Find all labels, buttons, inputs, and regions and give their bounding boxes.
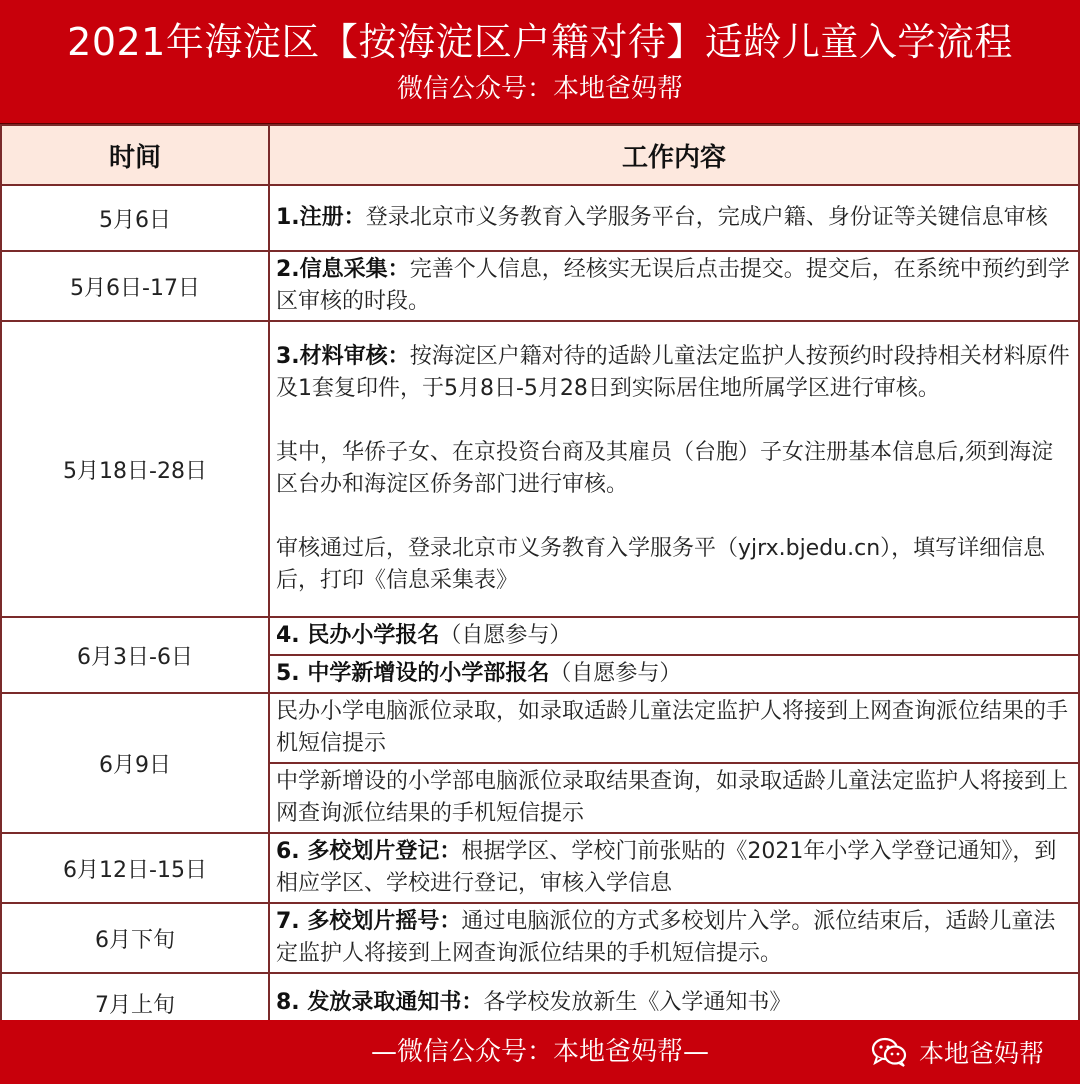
row-content bbox=[269, 321, 1079, 617]
paragraph bbox=[276, 341, 1072, 405]
paragraph-gap bbox=[276, 501, 1072, 533]
column-header-time: 时间 bbox=[1, 125, 269, 185]
row-time: 5月6日-17日 bbox=[1, 251, 269, 321]
row-time: 7月上旬 bbox=[1, 973, 269, 1033]
title-banner bbox=[0, 0, 1080, 125]
step-label: 1.注册 bbox=[276, 205, 344, 230]
step-separator: ： bbox=[461, 990, 484, 1015]
step-label: 3.材料审核 bbox=[276, 344, 388, 369]
step-separator: ： bbox=[439, 839, 462, 864]
table-row bbox=[1, 617, 1079, 655]
column-header-content: 工作内容 bbox=[269, 125, 1079, 185]
step-label: 4. 民办小学报名 bbox=[276, 623, 440, 648]
step-separator: ： bbox=[387, 344, 410, 369]
step-text: （自愿参与） bbox=[549, 661, 682, 686]
page-subtitle: 微信公众号：本地爸妈帮 bbox=[396, 74, 683, 104]
row-content bbox=[269, 617, 1079, 655]
table-row bbox=[1, 903, 1079, 973]
step-text: 登录北京市义务教育入学服务平台，完成户籍、身份证等关键信息审核 bbox=[365, 205, 1048, 230]
step-label: 5. 中学新增设的小学部报名 bbox=[276, 661, 550, 686]
footer-text: —微信公众号：本地爸妈帮— bbox=[370, 1037, 709, 1067]
paragraph: 审核通过后，登录北京市义务教育入学服务平（yjrx.bjedu.cn），填写详细信息后，打印《信息采集表》 bbox=[276, 536, 1046, 593]
row-content bbox=[269, 655, 1079, 693]
step-separator: ： bbox=[387, 257, 410, 282]
table-header-row bbox=[1, 125, 1079, 185]
step-text: 根据学区、学校门前张贴的《2021年小学入学登记通知》，到相应学区、学校进行登记，审核入学信息 bbox=[276, 839, 1057, 896]
step-text: 完善个人信息，经核实无误后点击提交。提交后，在系统中预约到学区审核的时段。 bbox=[276, 257, 1070, 314]
row-time: 6月下旬 bbox=[1, 903, 269, 973]
row-time: 6月12日-15日 bbox=[1, 833, 269, 903]
step-separator: ： bbox=[343, 205, 366, 230]
table-row bbox=[1, 321, 1079, 617]
table-row bbox=[1, 185, 1079, 251]
table-row bbox=[1, 693, 1079, 763]
step-label: 6. 多校划片登记 bbox=[276, 839, 440, 864]
step-label: 2.信息采集 bbox=[276, 257, 388, 282]
row-time: 6月9日 bbox=[1, 693, 269, 833]
step-label: 8. 发放录取通知书 bbox=[276, 990, 462, 1015]
paragraph: 其中，华侨子女、在京投资台商及其雇员（台胞）子女注册基本信息后,须到海淀区台办和海淀区侨务部门进行审核。 bbox=[276, 440, 1053, 497]
step-separator: ： bbox=[439, 909, 462, 934]
watermark-text: 本地爸妈帮 bbox=[918, 1039, 1044, 1068]
row-content bbox=[269, 185, 1079, 251]
row-time: 6月3日-6日 bbox=[1, 617, 269, 693]
row-content bbox=[269, 251, 1079, 321]
watermark bbox=[871, 1034, 1044, 1070]
row-time: 5月18日-28日 bbox=[1, 321, 269, 617]
footer-banner bbox=[0, 1020, 1080, 1084]
step-text: （自愿参与） bbox=[439, 623, 572, 648]
table-row bbox=[1, 833, 1079, 903]
step-text: 按海淀区户籍对待的适龄儿童法定监护人按预约时段持相关材料原件及1套复印件，于5月8日-5月28日到实际居住地所属学区进行审核。 bbox=[276, 344, 1070, 401]
row-content bbox=[269, 903, 1079, 973]
row-content bbox=[269, 833, 1079, 903]
step-text: 通过电脑派位的方式多校划片入学。派位结束后，适龄儿童法定监护人将接到上网查询派位结果的手机短信提示。 bbox=[276, 909, 1056, 966]
row-time: 5月6日 bbox=[1, 185, 269, 251]
row-content: 民办小学电脑派位录取，如录取适龄儿童法定监护人将接到上网查询派位结果的手机短信提示 bbox=[269, 693, 1079, 763]
paragraph-gap bbox=[276, 405, 1072, 437]
page-title: 2021年海淀区【按海淀区户籍对待】适龄儿童入学流程 bbox=[67, 20, 1013, 64]
schedule-table bbox=[0, 124, 1080, 1034]
wechat-icon bbox=[871, 1036, 909, 1068]
table-row bbox=[1, 251, 1079, 321]
row-content: 中学新增设的小学部电脑派位录取结果查询，如录取适龄儿童法定监护人将接到上网查询派位结果的手机短信提示 bbox=[269, 763, 1079, 833]
step-text: 各学校发放新生《入学通知书》 bbox=[483, 990, 792, 1015]
step-label: 7. 多校划片摇号 bbox=[276, 909, 440, 934]
